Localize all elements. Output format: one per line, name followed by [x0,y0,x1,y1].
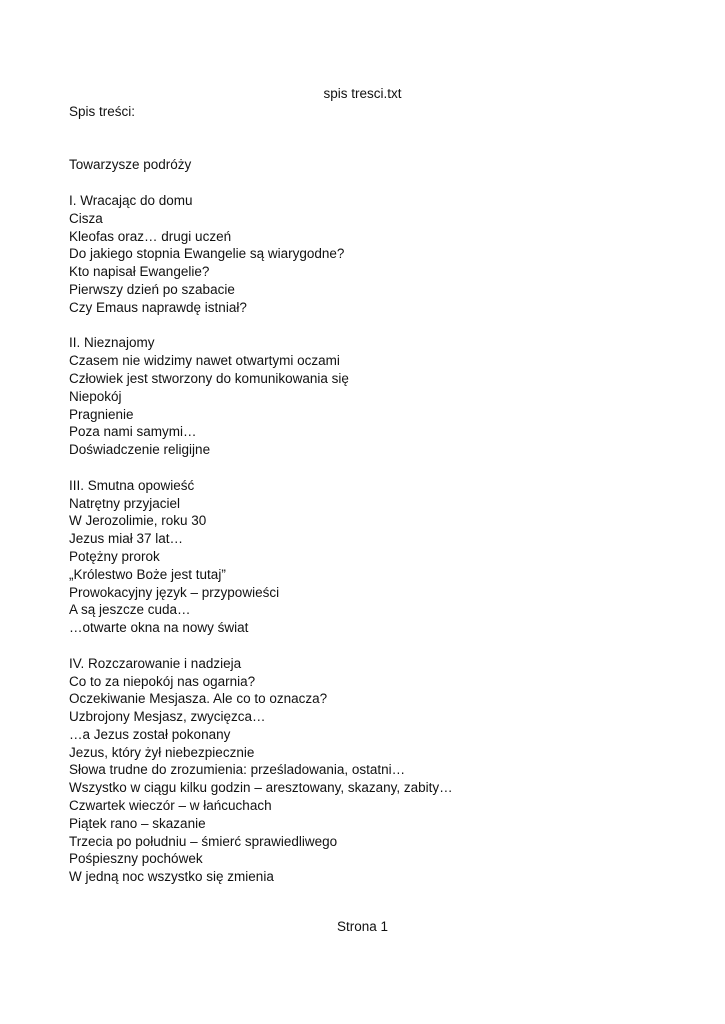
toc-item: „Królestwo Boże jest tutaj” [69,566,226,582]
toc-item: Pragnienie [69,406,134,422]
file-title: spis tresci.txt [323,86,402,101]
toc-item: Kleofas oraz… drugi uczeń [69,228,232,244]
toc-item: Do jakiego stopnia Ewangelie są wiarygodne? [69,246,345,262]
toc-item: …a Jezus został pokonany [69,726,231,742]
toc-item: Uzbrojony Mesjasz, zwycięzca… [69,709,266,725]
toc-item: Jezus, który żył niebezpiecznie [69,744,255,760]
toc-item: Oczekiwanie Mesjasza. Ale co to oznacza? [69,691,328,707]
section-title: III. Smutna opowieść [69,477,195,493]
toc-item: Co to za niepokój nas ogarnia? [69,673,256,689]
toc-item: W jedną noc wszystko się zmienia [69,869,274,885]
toc-item: Niepokój [69,388,122,404]
toc-item: Trzecia po południu – śmierć sprawiedliwego [69,833,338,849]
toc-item: Słowa trudne do zrozumienia: prześladowania, ostatni… [69,762,406,778]
toc-item: A są jeszcze cuda… [69,602,191,618]
section-title: II. Nieznajomy [69,335,155,351]
toc-item: Piątek rano – skazanie [69,815,206,831]
toc-item: Czy Emaus naprawdę istniał? [69,299,247,315]
section-title: I. Wracając do domu [69,192,193,208]
toc-item: Kto napisał Ewangelie? [69,264,210,280]
toc-item: Jezus miał 37 lat… [69,531,184,547]
spacer [69,317,689,335]
toc-item: Wszystko w ciągu kilku godzin – aresztowany, skazany, zabity… [69,780,453,796]
document-content [69,103,689,886]
page-number: Strona 1 [336,919,389,934]
toc-item: Poza nami samymi… [69,424,197,440]
spacer [69,459,689,477]
spacer [69,174,689,192]
spacer [69,121,689,157]
toc-item: Czwartek wieczór – w łańcuchach [69,798,272,814]
section-title: IV. Rozczarowanie i nadzieja [69,655,242,671]
toc-item: Potężny prorok [69,548,160,564]
toc-heading: Spis treści: [69,104,136,119]
toc-item: Doświadczenie religijne [69,442,211,458]
book-title: Towarzysze podróży [69,157,192,173]
toc-item: W Jerozolimie, roku 30 [69,513,207,529]
toc-item: Natrętny przyjaciel [69,495,181,511]
toc-item: Pierwszy dzień po szabacie [69,281,235,297]
spacer [69,637,689,655]
toc-item: Czasem nie widzimy nawet otwartymi oczami [69,353,340,369]
toc-item: Cisza [69,210,103,226]
toc-item: Prowokacyjny język – przypowieści [69,584,280,600]
toc-item: Pośpieszny pochówek [69,851,203,867]
toc-item: Człowiek jest stworzony do komunikowania się [69,370,349,386]
toc-item: …otwarte okna na nowy świat [69,620,249,636]
